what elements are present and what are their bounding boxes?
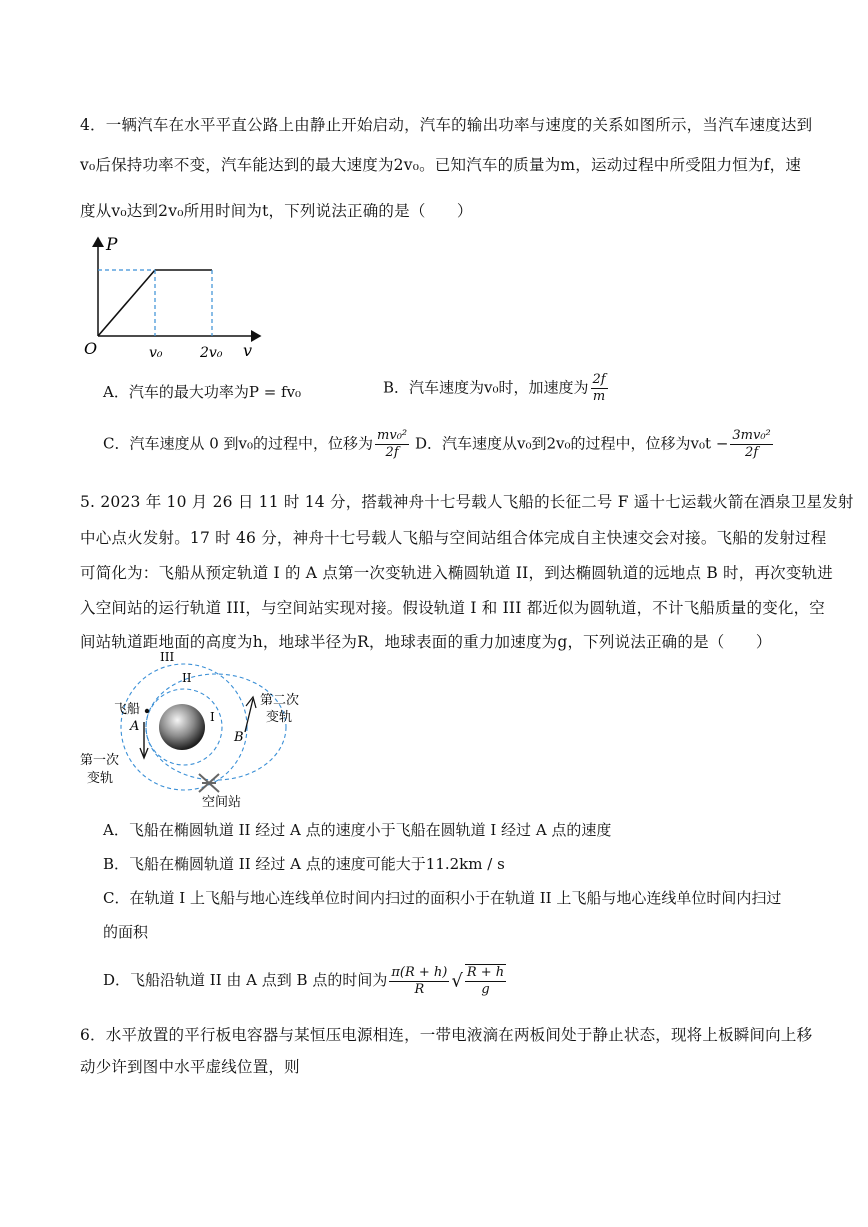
- q5-option-c-line-1: C．在轨道 I 上飞船与地心连线单位时间内扫过的面积小于在轨道 II 上飞船与地心连线单位时间内扫过: [103, 889, 782, 907]
- q5-option-b: B．飞船在椭圆轨道 II 经过 A 点的速度可能大于11.2km / s: [103, 855, 505, 873]
- q4-line-3: 度从v₀达到2v₀所用时间为t，下列说法正确的是（ ）: [80, 202, 473, 220]
- first-transfer-label-1: 第一次: [80, 753, 120, 768]
- point-b-label: B: [234, 730, 244, 745]
- q4-option-a: A．汽车的最大功率为P = fv₀: [103, 383, 302, 401]
- q5-line-5: 间站轨道距地面的高度为h，地球半径为R，地球表面的重力加速度为g，下列说法正确的是（ ）: [80, 633, 772, 651]
- second-transfer-label-1: 第二次: [260, 693, 300, 708]
- q4-rising-line: [98, 270, 155, 336]
- q4-power-velocity-graph: [80, 232, 280, 367]
- q6-line-2: 动少许到图中水平虚线位置，则: [80, 1058, 300, 1076]
- q5-option-c-line-2: 的面积: [103, 923, 149, 941]
- first-transfer-label-2: 变轨: [87, 771, 114, 786]
- q5-option-d: D．飞船沿轨道 II 由 A 点到 B 点的时间为 $\frac{\pi(R + h)}{R}$ √ $\frac{R + h}{g}$: [103, 964, 505, 997]
- q5-orbit-diagram: [78, 648, 318, 813]
- q4-origin: O: [84, 339, 98, 358]
- second-transfer-label-2: 变轨: [266, 710, 293, 725]
- q5-option-a: A．飞船在椭圆轨道 II 经过 A 点的速度小于飞船在圆轨道 I 经过 A 点的速度: [103, 821, 612, 839]
- q4-tick-2v0: 2v₀: [200, 345, 223, 361]
- q5-line-2: 中心点火发射。17 时 46 分，神舟十七号载人飞船与空间站组合体完成自主快速交会对接。飞船的发射过程: [80, 529, 827, 547]
- q4-x-label: v: [243, 341, 253, 360]
- q4-option-d: D．汽车速度从v₀到2v₀的过程中，位移为v₀t − $\frac{\text{3mv₀²}}{2f}$: [415, 428, 771, 460]
- q4-line-2: v₀后保持功率不变，汽车能达到的最大速度为2v₀。已知汽车的质量为m，运动过程中所受阻力恒为f，速: [80, 156, 802, 174]
- q4-y-label: P: [106, 235, 118, 255]
- orbit-i-label: I: [210, 710, 215, 724]
- space-station-icon: [199, 774, 219, 792]
- q6-line-1: 6．水平放置的平行板电容器与某恒压电源相连，一带电液滴在两板间处于静止状态，现将上板瞬间向上移: [80, 1026, 813, 1044]
- q5-line-1: 5. 2023 年 10 月 26 日 11 时 14 分，搭载神舟十七号载人飞船的长征二号 F 遥十七运载火箭在酒泉卫星发射: [80, 493, 854, 511]
- station-label: 空间站: [202, 795, 242, 810]
- q5-line-3: 可简化为：飞船从预定轨道 I 的 A 点第一次变轨进入椭圆轨道 II，到达椭圆轨道的远地点 B 时，再次变轨进: [80, 564, 833, 582]
- ship-label: 飞船: [114, 702, 141, 717]
- q4-option-b: B．汽车速度为v₀时，加速度为 $\frac{2f}{m}$: [383, 372, 606, 404]
- q5-line-4: 入空间站的运行轨道 III，与空间站实现对接。假设轨道 I 和 III 都近似为圆轨道，不计飞船质量的变化，空: [80, 599, 825, 617]
- orbit-ii-label: II: [182, 671, 192, 685]
- ship-dot: [145, 709, 149, 713]
- q4-tick-v0: v₀: [149, 345, 163, 361]
- point-a-label: A: [130, 719, 140, 734]
- orbit-iii-label: III: [160, 650, 175, 664]
- q4-option-c: C．汽车速度从 0 到v₀的过程中，位移为 $\frac{\text{mv₀²}}{2f}$: [103, 428, 408, 460]
- earth: [159, 704, 205, 750]
- q4-line-1: 4．一辆汽车在水平平直公路上由静止开始启动，汽车的输出功率与速度的关系如图所示，当汽车速度达到: [80, 116, 813, 134]
